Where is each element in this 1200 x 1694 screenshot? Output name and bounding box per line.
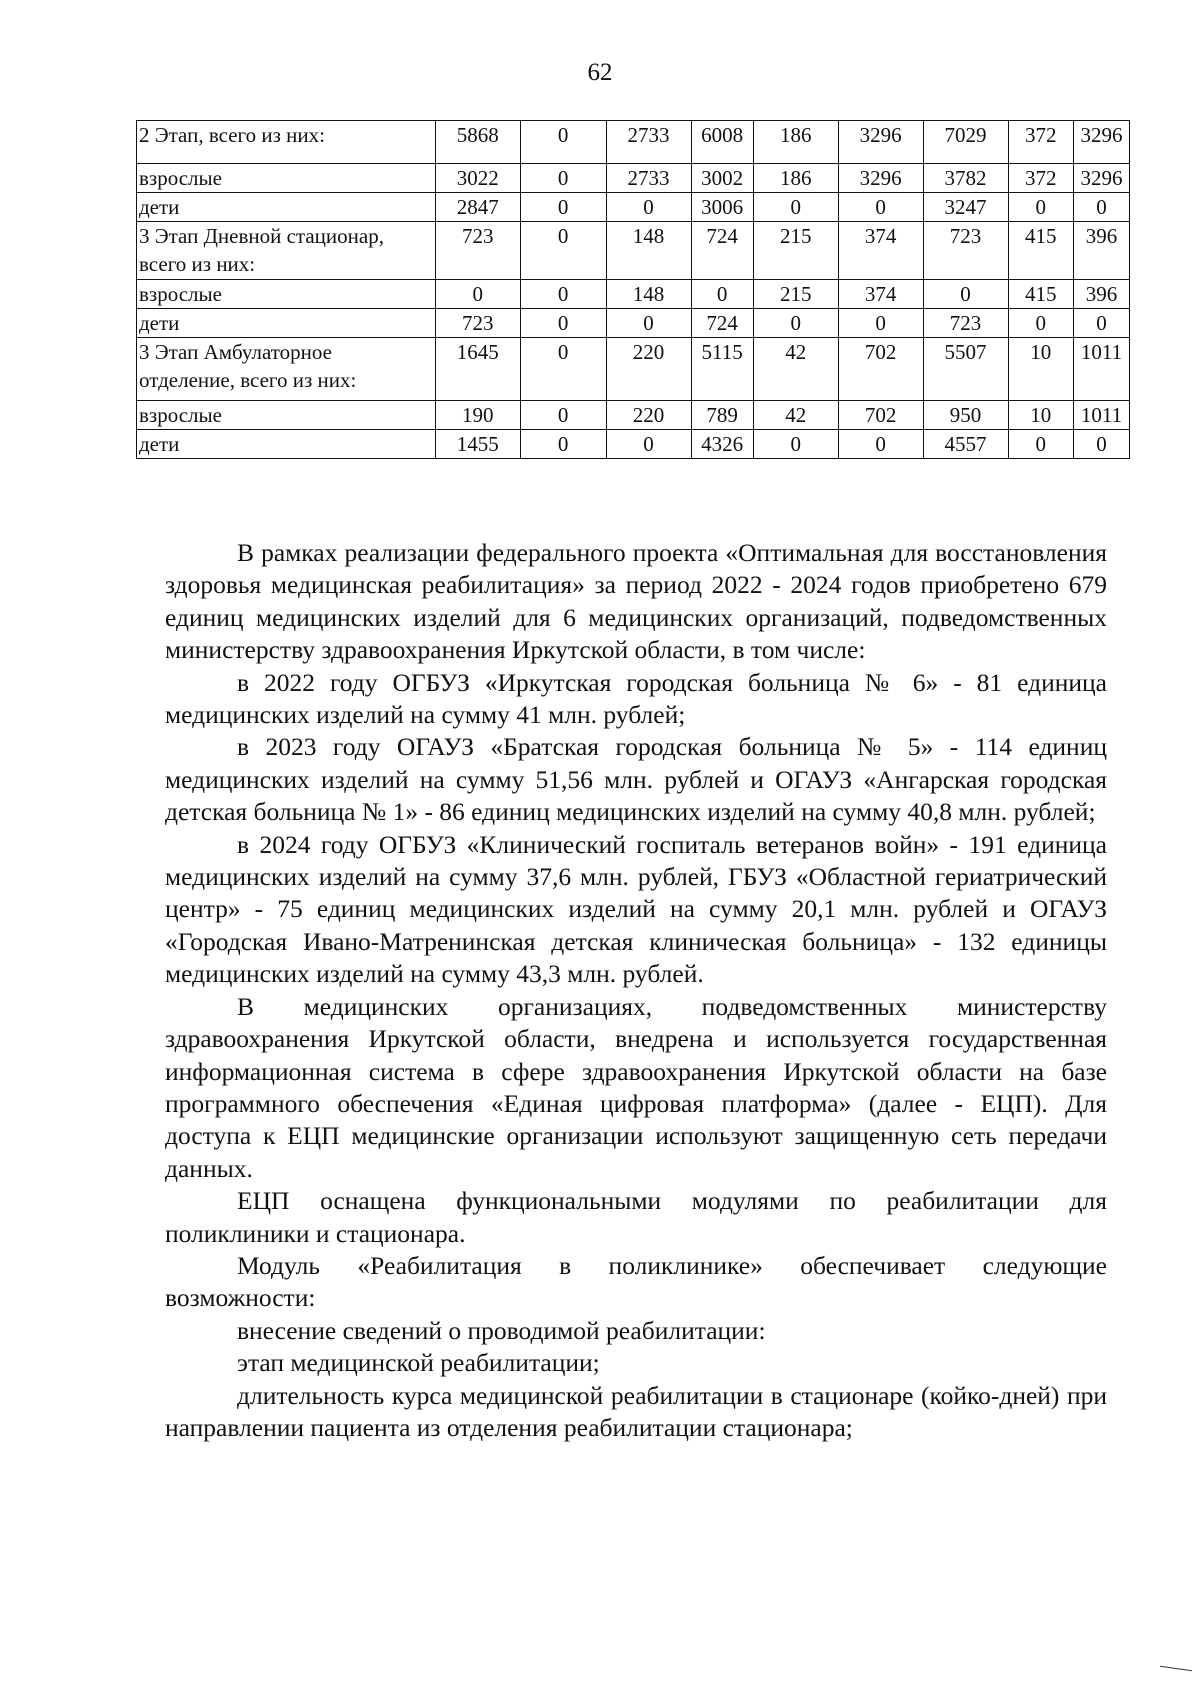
table-cell: 0 xyxy=(753,193,838,222)
table-cell: 0 xyxy=(1008,309,1074,338)
table-cell: 215 xyxy=(753,222,838,280)
table-cell: 1011 xyxy=(1074,338,1130,401)
row-label: 2 Этап, всего из них: xyxy=(137,121,436,164)
row-label: дети xyxy=(137,430,436,459)
table-cell: 6008 xyxy=(691,121,753,164)
table-cell: 0 xyxy=(838,430,923,459)
table-cell: 148 xyxy=(606,280,691,309)
table-row xyxy=(137,309,1130,338)
document-body xyxy=(165,537,1107,1444)
table-cell: 374 xyxy=(838,222,923,280)
table-cell: 0 xyxy=(520,338,606,401)
table-cell: 10 xyxy=(1008,401,1074,430)
table-cell: 3002 xyxy=(691,164,753,193)
table-cell: 789 xyxy=(691,401,753,430)
row-label: 3 Этап Амбулаторное отделение, всего из них: xyxy=(137,338,436,401)
table-cell: 3247 xyxy=(923,193,1008,222)
table-cell: 3296 xyxy=(838,164,923,193)
table-cell: 950 xyxy=(923,401,1008,430)
table-cell: 148 xyxy=(606,222,691,280)
table-cell: 724 xyxy=(691,222,753,280)
table-cell: 374 xyxy=(838,280,923,309)
table-row xyxy=(137,280,1130,309)
table-cell: 1455 xyxy=(435,430,520,459)
table-row xyxy=(137,164,1130,193)
table-cell: 3022 xyxy=(435,164,520,193)
paragraph-ecp-modules: ЕЦП оснащена функциональными модулями по реабилитации для поликлиники и стационара. xyxy=(165,1186,1107,1248)
table-cell: 415 xyxy=(1008,280,1074,309)
table-cell: 0 xyxy=(520,121,606,164)
table-cell: 42 xyxy=(753,401,838,430)
table-cell: 0 xyxy=(838,193,923,222)
table-cell: 0 xyxy=(520,430,606,459)
table-cell: 2733 xyxy=(606,164,691,193)
table-cell: 4557 xyxy=(923,430,1008,459)
row-label: взрослые xyxy=(137,401,436,430)
table-cell: 0 xyxy=(520,193,606,222)
table-cell: 1011 xyxy=(1074,401,1130,430)
paragraph-rehab-info: внесение сведений о проводимой реабилитации: xyxy=(237,1315,766,1345)
table-cell: 372 xyxy=(1008,164,1074,193)
table-cell: 0 xyxy=(435,280,520,309)
table-cell: 2847 xyxy=(435,193,520,222)
table-row xyxy=(137,401,1130,430)
table-cell: 0 xyxy=(753,309,838,338)
table-cell: 220 xyxy=(606,401,691,430)
table-cell: 723 xyxy=(923,309,1008,338)
paragraph-ecp-system: В медицинских организациях, подведомственных министерству здравоохранения Иркутской области, внедрена и используется государственная информационная система в сфере здравоохранения Иркутской области на базе программного обеспечения «Единая цифровая платформа» (далее - ЕЦП). Для доступа к ЕЦП медицинские организации используют защищенную сеть передачи данных. xyxy=(165,991,1107,1183)
table-row xyxy=(137,222,1130,280)
table-cell: 220 xyxy=(606,338,691,401)
table-cell: 0 xyxy=(520,222,606,280)
paragraph-module-capabilities: Модуль «Реабилитация в поликлинике» обеспечивает следующие возможности: xyxy=(165,1250,1107,1313)
table-cell: 10 xyxy=(1008,338,1074,401)
table-cell: 396 xyxy=(1074,222,1130,280)
table-cell: 0 xyxy=(606,193,691,222)
page-number: 62 xyxy=(587,59,613,86)
table-cell: 42 xyxy=(753,338,838,401)
paragraph-2024: в 2024 году ОГБУЗ «Клинический госпиталь ветеранов войн» - 191 единица медицинских изделий на сумму 37,6 млн. рублей, ГБУЗ «Областной гериатрический центр» - 75 единиц медицинских изделий на сумму 20,1 млн. рублей и ОГАУЗ «Городская Ивано-Матренинская детская клиническая больница» - 132 единицы медицинских изделий на сумму 43,3 млн. рублей. xyxy=(165,829,1107,989)
table-cell: 3006 xyxy=(691,193,753,222)
table-cell: 5115 xyxy=(691,338,753,401)
table-cell: 5868 xyxy=(435,121,520,164)
table-cell: 3782 xyxy=(923,164,1008,193)
table-row xyxy=(137,338,1130,401)
table-cell: 723 xyxy=(923,222,1008,280)
corner-scan-mark xyxy=(1160,1666,1192,1671)
paragraph-federal-project: В рамках реализации федерального проекта «Оптимальная для восстановления здоровья медицинская реабилитация» за период 2022 - 2024 годов приобретено 679 единиц медицинских изделий для 6 медицинских организаций, подведомственных министерству здравоохранения Иркутской области, в том числе: xyxy=(165,538,1107,665)
row-label: 3 Этап Дневной стационар, всего из них: xyxy=(137,222,436,280)
row-label: дети xyxy=(137,193,436,222)
table-cell: 0 xyxy=(520,280,606,309)
table-cell: 0 xyxy=(606,309,691,338)
table-cell: 0 xyxy=(606,430,691,459)
table-cell: 0 xyxy=(923,280,1008,309)
table-cell: 2733 xyxy=(606,121,691,164)
table-cell: 186 xyxy=(753,164,838,193)
table-cell: 0 xyxy=(1074,309,1130,338)
table-cell: 1645 xyxy=(435,338,520,401)
table-cell: 0 xyxy=(753,430,838,459)
paragraph-2023: в 2023 году ОГАУЗ «Братская городская больница № 5» - 114 единиц медицинских изделий на сумму 51,56 млн. рублей и ОГАУЗ «Ангарская городская детская больница № 1» - 86 единиц медицинских изделий на сумму 40,8 млн. рублей; xyxy=(165,732,1107,827)
table-cell: 7029 xyxy=(923,121,1008,164)
table-cell: 702 xyxy=(838,401,923,430)
table-cell: 415 xyxy=(1008,222,1074,280)
rehabilitation-stats-table xyxy=(136,120,1130,459)
table-cell: 215 xyxy=(753,280,838,309)
table-cell: 0 xyxy=(520,401,606,430)
table-cell: 190 xyxy=(435,401,520,430)
table-cell: 3296 xyxy=(1074,164,1130,193)
table-cell: 0 xyxy=(1074,430,1130,459)
table-cell: 3296 xyxy=(838,121,923,164)
row-label: взрослые xyxy=(137,164,436,193)
table-cell: 4326 xyxy=(691,430,753,459)
table-cell: 0 xyxy=(1008,193,1074,222)
table-cell: 0 xyxy=(520,309,606,338)
paragraph-course-duration: длительность курса медицинской реабилитации в стационаре (койко-дней) при направлении пациента из отделения реабилитации стационара; xyxy=(165,1380,1107,1442)
table-cell: 723 xyxy=(435,222,520,280)
table-cell: 0 xyxy=(838,309,923,338)
table-cell: 0 xyxy=(1074,193,1130,222)
table-cell: 0 xyxy=(691,280,753,309)
table-cell: 724 xyxy=(691,309,753,338)
table-cell: 702 xyxy=(838,338,923,401)
table-cell: 396 xyxy=(1074,280,1130,309)
row-label: дети xyxy=(137,309,436,338)
table-cell: 372 xyxy=(1008,121,1074,164)
table-cell: 723 xyxy=(435,309,520,338)
table-cell: 0 xyxy=(1008,430,1074,459)
row-label: взрослые xyxy=(137,280,436,309)
table-cell: 0 xyxy=(520,164,606,193)
table-cell: 3296 xyxy=(1074,121,1130,164)
paragraph-rehab-stage: этап медицинской реабилитации; xyxy=(237,1348,600,1378)
table-cell: 5507 xyxy=(923,338,1008,401)
table-row xyxy=(137,430,1130,459)
table-row xyxy=(137,193,1130,222)
table-cell: 186 xyxy=(753,121,838,164)
table-row xyxy=(137,121,1130,164)
paragraph-2022: в 2022 году ОГБУЗ «Иркутская городская больница № 6» - 81 единица медицинских изделий на сумму 41 млн. рублей; xyxy=(165,667,1107,730)
